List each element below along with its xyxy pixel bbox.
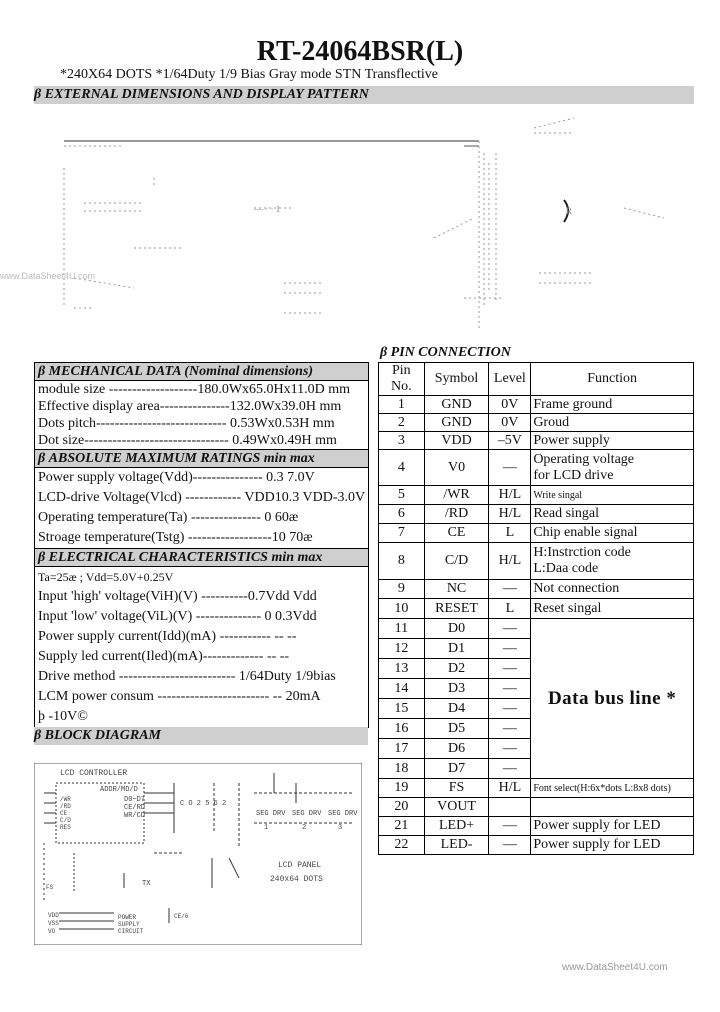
pin-function-line: L:Daa code: [533, 561, 599, 576]
pin-symbol: /RD: [424, 505, 489, 524]
pin-symbol: D7: [424, 759, 489, 779]
pin-no: 15: [379, 699, 425, 719]
watermark-left: www.DataSheet4U.com: [0, 271, 96, 281]
pin-level: —: [489, 719, 531, 739]
pin-level: —: [489, 450, 531, 486]
block-seg-driver-3: SEG DRV: [328, 810, 358, 818]
section-block-diagram-label: β BLOCK DIAGRAM: [34, 728, 161, 743]
pin-symbol: D5: [424, 719, 489, 739]
pin-header-no: Pin No.: [379, 363, 425, 396]
pin-symbol: V0: [424, 450, 489, 486]
block-pin-label: /WR: [60, 796, 71, 803]
block-power-label: POWER: [118, 914, 137, 921]
absolute-row: LCD-drive Voltage(Vlcd) ------------ VDD10.3 VDD-3.0V: [35, 488, 369, 508]
table-row: [379, 798, 694, 817]
table-row: [379, 779, 694, 798]
electrical-row: Input 'low' voltage(ViL)(V) -------------- 0 0.3Vdd: [35, 607, 369, 627]
absolute-row: Stroage temperature(Tstg) ------------------10 70æ: [35, 528, 369, 549]
pin-symbol: D3: [424, 679, 489, 699]
pin-function-line: for LCD drive: [533, 467, 614, 483]
electrical-row: LCM power consum ------------------------ -- 20mA: [35, 687, 369, 707]
pin-symbol: LED+: [424, 817, 489, 836]
pin-connection-table: [378, 362, 694, 855]
pin-header-symbol: Symbol: [424, 363, 489, 396]
pin-connection-title: β PIN CONNECTION: [380, 345, 511, 360]
pin-no: 22: [379, 836, 425, 855]
table-row: [379, 524, 694, 543]
drawing-note: R: [566, 206, 573, 216]
section-external-dimensions: [34, 86, 694, 104]
block-power-label: SUPPLY: [118, 921, 140, 928]
drawing-center-label: — · · 1: [254, 204, 281, 214]
pin-symbol: /WR: [424, 486, 489, 505]
pin-no: 4: [379, 450, 425, 486]
absolute-row: Power supply voltage(Vdd)--------------- 0.3 7.0V: [35, 468, 369, 489]
table-row: [379, 432, 694, 450]
pin-function: Reset singal: [531, 599, 694, 619]
pin-symbol: RESET: [424, 599, 489, 619]
pin-level: —: [489, 739, 531, 759]
block-bus-label: ADDR/MD/D: [100, 786, 138, 794]
pin-symbol: GND: [424, 414, 489, 432]
pin-symbol: NC: [424, 580, 489, 599]
block-pin-label: FS: [46, 884, 54, 891]
pin-function: Power supply for LED: [531, 836, 694, 855]
pin-function: Power supply: [531, 432, 694, 450]
block-pin-label: RES: [60, 824, 71, 831]
pin-function-line: Operating voltage: [533, 451, 634, 467]
pin-no: 5: [379, 486, 425, 505]
block-diagram: [34, 763, 362, 945]
pin-no: 8: [379, 543, 425, 580]
pin-no: 12: [379, 639, 425, 659]
pin-no: 20: [379, 798, 425, 817]
pin-header-level: Level: [489, 363, 531, 396]
pin-function: Chip enable signal: [531, 524, 694, 543]
block-seg-number-3: 3: [338, 824, 343, 832]
pin-function: [531, 450, 694, 486]
pin-symbol: VOUT: [424, 798, 489, 817]
pin-no: 13: [379, 659, 425, 679]
pin-symbol: CE: [424, 524, 489, 543]
table-row: [379, 599, 694, 619]
pin-level: —: [489, 817, 531, 836]
pin-no: 18: [379, 759, 425, 779]
electrical-row: Supply led current(Iled)(mA)------------- -- --: [35, 647, 369, 667]
table-row: [379, 396, 694, 414]
table-row: [379, 543, 694, 580]
pin-level: –5V: [489, 432, 531, 450]
pin-level: [489, 798, 531, 817]
electrical-row: þ -10V©: [35, 707, 369, 728]
block-supply-pin: VO: [48, 928, 56, 935]
pin-symbol: D6: [424, 739, 489, 759]
block-seg-number-2: 2: [302, 824, 307, 832]
pin-function-line: H:Instrction code: [533, 545, 631, 560]
table-row: [379, 414, 694, 432]
table-row: [379, 817, 694, 836]
pin-symbol: D2: [424, 659, 489, 679]
block-pin-label: /RD: [60, 803, 71, 810]
pin-no: 11: [379, 619, 425, 639]
pin-function: [531, 543, 694, 580]
pin-no: 10: [379, 599, 425, 619]
electrical-header: β ELECTRICAL CHARACTERISTICS min max: [35, 549, 369, 567]
pin-function: Power supply for LED: [531, 817, 694, 836]
block-wr-label: WR/CD: [124, 812, 146, 820]
table-row: [379, 619, 694, 639]
pin-no: 17: [379, 739, 425, 759]
electrical-row: Input 'high' voltage(ViH)(V) ----------0.7Vdd Vdd: [35, 587, 369, 607]
pin-symbol: LED-: [424, 836, 489, 855]
block-bottom-ce: CE/6: [174, 913, 189, 920]
pin-function: Write singal: [531, 486, 694, 505]
pin-level: L: [489, 524, 531, 543]
table-row: [379, 486, 694, 505]
block-supply-pin: VDD: [48, 912, 59, 919]
pin-symbol: FS: [424, 779, 489, 798]
pin-level: —: [489, 679, 531, 699]
pin-no: 6: [379, 505, 425, 524]
pin-function: Read singal: [531, 505, 694, 524]
pin-level: H/L: [489, 486, 531, 505]
block-pin-label: CE: [60, 810, 68, 817]
mechanical-header: β MECHANICAL DATA (Nominal dimensions): [35, 363, 369, 381]
watermark-bottom: www.DataSheet4U.com: [562, 962, 668, 973]
pin-function: Font select(H:6x*dots L:8x8 dots): [531, 779, 694, 798]
block-seg-driver-1: SEG DRV: [256, 810, 286, 818]
pin-symbol: GND: [424, 396, 489, 414]
pin-level: —: [489, 699, 531, 719]
electrical-row: Power supply current(Idd)(mA) ----------- -- --: [35, 627, 369, 647]
pin-level: L: [489, 599, 531, 619]
pin-symbol: D4: [424, 699, 489, 719]
pin-no: 21: [379, 817, 425, 836]
pin-no: 2: [379, 414, 425, 432]
mechanical-row: Dots pitch---------------------------- 0.53Wx0.53H mm: [35, 415, 369, 432]
block-seg-number-1: 1: [264, 824, 269, 832]
block-controller-label: LCD CONTROLLER: [60, 769, 128, 778]
pin-symbol: VDD: [424, 432, 489, 450]
table-row: [379, 505, 694, 524]
pin-level: H/L: [489, 779, 531, 798]
pin-level: —: [489, 659, 531, 679]
pin-function: Not connection: [531, 580, 694, 599]
pin-level: H/L: [489, 543, 531, 580]
mechanical-row: module size -------------------180.0Wx65.0Hx11.0D mm: [35, 381, 369, 399]
electrical-row: Drive method ------------------------- 1/64Duty 1/9bias: [35, 667, 369, 687]
pin-level: —: [489, 759, 531, 779]
pin-no: 9: [379, 580, 425, 599]
page-subtitle: *240X64 DOTS *1/64Duty 1/9 Bias Gray mode STN Transflective: [60, 67, 438, 82]
block-panel-label: LCD PANEL: [278, 861, 322, 870]
table-row: [379, 450, 694, 486]
pin-level: 0V: [489, 396, 531, 414]
pin-symbol: D1: [424, 639, 489, 659]
mechanical-row: Dot size------------------------------- 0.49Wx0.49H mm: [35, 432, 369, 450]
pin-function: Frame ground: [531, 396, 694, 414]
absolute-header: β ABSOLUTE MAXIMUM RATINGS min max: [35, 450, 369, 468]
electrical-row: Ta=25æ ; Vdd=5.0V+0.25V: [35, 567, 369, 588]
block-supply-pin: VSS: [48, 920, 59, 927]
pin-function: Groud: [531, 414, 694, 432]
pin-level: —: [489, 639, 531, 659]
absolute-row: Operating temperature(Ta) --------------- 0 60æ: [35, 508, 369, 528]
specs-table: [34, 362, 369, 728]
block-seg-driver-2: SEG DRV: [292, 810, 322, 818]
pin-level: —: [489, 580, 531, 599]
block-panel-dots: 240x64 DOTS: [270, 875, 323, 884]
section-block-diagram: [34, 727, 368, 745]
mechanical-row: Effective display area---------------132.0Wx39.0H mm: [35, 398, 369, 415]
section-external-dimensions-label: β EXTERNAL DIMENSIONS AND DISPLAY PATTERN: [34, 87, 369, 102]
table-row: [379, 836, 694, 855]
pin-no: 19: [379, 779, 425, 798]
pin-no: 1: [379, 396, 425, 414]
table-row: [379, 580, 694, 599]
data-bus-cell: Data bus line *: [531, 619, 694, 779]
pin-symbol: D0: [424, 619, 489, 639]
block-ce-label: CE/RD: [124, 804, 146, 812]
pin-level: —: [489, 836, 531, 855]
block-segs-label: C O 2 5 6 2: [180, 800, 227, 808]
dimension-drawing: [34, 108, 674, 333]
pin-header-function: Function: [531, 363, 694, 396]
block-pin-label: C/D: [60, 817, 71, 824]
pin-no: 14: [379, 679, 425, 699]
block-tx-label: TX: [142, 880, 151, 888]
block-power-label: CIRCUIT: [118, 928, 144, 935]
pin-level: H/L: [489, 505, 531, 524]
pin-function: [531, 798, 694, 817]
pin-no: 7: [379, 524, 425, 543]
pin-no: 3: [379, 432, 425, 450]
block-d0d7-label: D0~D7: [124, 796, 146, 804]
page-title: RT-24064BSR(L): [256, 36, 464, 67]
pin-symbol: C/D: [424, 543, 489, 580]
pin-no: 16: [379, 719, 425, 739]
pin-level: 0V: [489, 414, 531, 432]
pin-level: —: [489, 619, 531, 639]
